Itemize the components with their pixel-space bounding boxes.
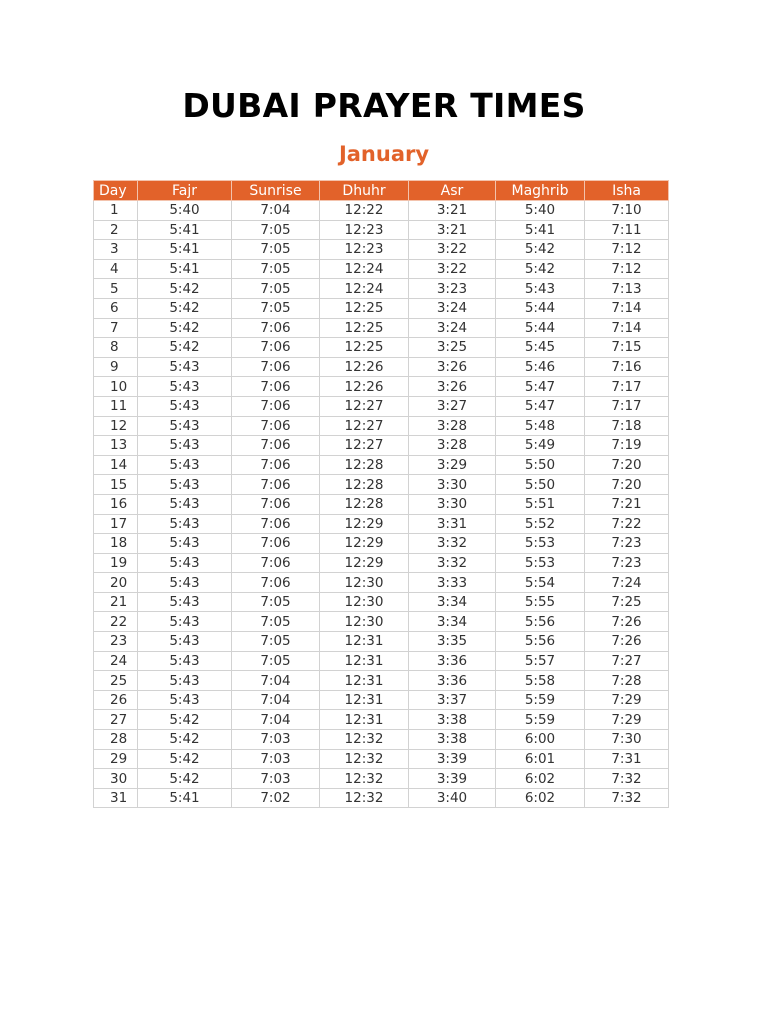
cell-dhuhr: 12:28 [320,475,409,495]
cell-asr: 3:26 [409,357,496,377]
table-row [94,573,669,593]
cell-maghrib: 5:41 [496,220,585,240]
cell-sunrise: 7:06 [232,553,320,573]
cell-maghrib: 5:47 [496,396,585,416]
cell-maghrib: 5:50 [496,475,585,495]
cell-sunrise: 7:06 [232,514,320,534]
cell-asr: 3:32 [409,534,496,554]
cell-maghrib: 5:48 [496,416,585,436]
cell-dhuhr: 12:26 [320,377,409,397]
cell-isha: 7:10 [585,201,669,221]
cell-asr: 3:30 [409,494,496,514]
cell-maghrib: 5:42 [496,240,585,260]
cell-asr: 3:38 [409,730,496,750]
cell-day: 18 [94,534,138,554]
cell-sunrise: 7:06 [232,436,320,456]
table-row [94,240,669,260]
cell-isha: 7:17 [585,377,669,397]
cell-sunrise: 7:06 [232,357,320,377]
cell-sunrise: 7:04 [232,710,320,730]
cell-sunrise: 7:05 [232,612,320,632]
cell-fajr: 5:43 [138,690,232,710]
cell-day: 3 [94,240,138,260]
cell-sunrise: 7:06 [232,318,320,338]
cell-asr: 3:36 [409,671,496,691]
table-row [94,494,669,514]
cell-dhuhr: 12:30 [320,573,409,593]
cell-day: 15 [94,475,138,495]
cell-maghrib: 5:56 [496,632,585,652]
cell-maghrib: 5:43 [496,279,585,299]
table-header [94,181,669,201]
column-header-day: Day [94,181,138,201]
table-row [94,475,669,495]
cell-day: 30 [94,769,138,789]
cell-dhuhr: 12:27 [320,436,409,456]
cell-fajr: 5:42 [138,749,232,769]
cell-maghrib: 5:49 [496,436,585,456]
cell-isha: 7:26 [585,612,669,632]
cell-fajr: 5:43 [138,534,232,554]
cell-asr: 3:35 [409,632,496,652]
cell-dhuhr: 12:25 [320,318,409,338]
cell-fajr: 5:43 [138,416,232,436]
header-row [94,181,669,201]
cell-isha: 7:25 [585,592,669,612]
cell-maghrib: 5:54 [496,573,585,593]
cell-day: 2 [94,220,138,240]
cell-fajr: 5:43 [138,573,232,593]
cell-maghrib: 5:50 [496,455,585,475]
cell-sunrise: 7:04 [232,671,320,691]
column-header-isha: Isha [585,181,669,201]
cell-day: 29 [94,749,138,769]
cell-isha: 7:19 [585,436,669,456]
cell-maghrib: 5:45 [496,338,585,358]
table-row [94,690,669,710]
cell-day: 10 [94,377,138,397]
cell-dhuhr: 12:29 [320,553,409,573]
cell-day: 14 [94,455,138,475]
table-row [94,201,669,221]
cell-sunrise: 7:06 [232,573,320,593]
cell-isha: 7:15 [585,338,669,358]
column-header-asr: Asr [409,181,496,201]
cell-dhuhr: 12:25 [320,298,409,318]
cell-asr: 3:28 [409,416,496,436]
table-body [94,201,669,808]
cell-sunrise: 7:05 [232,220,320,240]
cell-dhuhr: 12:28 [320,455,409,475]
table-row [94,396,669,416]
cell-sunrise: 7:06 [232,416,320,436]
cell-sunrise: 7:04 [232,690,320,710]
cell-dhuhr: 12:23 [320,240,409,260]
cell-sunrise: 7:05 [232,592,320,612]
table-row [94,553,669,573]
cell-dhuhr: 12:31 [320,632,409,652]
cell-fajr: 5:42 [138,338,232,358]
cell-asr: 3:34 [409,612,496,632]
table-row [94,710,669,730]
cell-day: 8 [94,338,138,358]
cell-fajr: 5:42 [138,710,232,730]
cell-maghrib: 5:59 [496,690,585,710]
cell-isha: 7:30 [585,730,669,750]
cell-dhuhr: 12:31 [320,710,409,730]
cell-isha: 7:24 [585,573,669,593]
cell-isha: 7:17 [585,396,669,416]
cell-sunrise: 7:03 [232,749,320,769]
cell-day: 4 [94,259,138,279]
cell-dhuhr: 12:24 [320,259,409,279]
table-row [94,279,669,299]
cell-dhuhr: 12:27 [320,416,409,436]
cell-fajr: 5:43 [138,357,232,377]
cell-sunrise: 7:05 [232,279,320,299]
cell-day: 7 [94,318,138,338]
cell-isha: 7:26 [585,632,669,652]
table-row [94,749,669,769]
column-header-sunrise: Sunrise [232,181,320,201]
cell-maghrib: 5:58 [496,671,585,691]
cell-dhuhr: 12:26 [320,357,409,377]
cell-maghrib: 5:53 [496,534,585,554]
cell-asr: 3:39 [409,769,496,789]
cell-asr: 3:26 [409,377,496,397]
cell-day: 26 [94,690,138,710]
cell-fajr: 5:40 [138,201,232,221]
cell-sunrise: 7:06 [232,455,320,475]
cell-dhuhr: 12:30 [320,592,409,612]
column-header-fajr: Fajr [138,181,232,201]
table-row [94,357,669,377]
table-row [94,259,669,279]
cell-maghrib: 6:01 [496,749,585,769]
cell-dhuhr: 12:29 [320,534,409,554]
table-row [94,298,669,318]
cell-dhuhr: 12:27 [320,396,409,416]
cell-maghrib: 5:57 [496,651,585,671]
cell-maghrib: 5:44 [496,298,585,318]
cell-maghrib: 5:46 [496,357,585,377]
cell-dhuhr: 12:30 [320,612,409,632]
cell-day: 6 [94,298,138,318]
cell-isha: 7:32 [585,769,669,789]
cell-asr: 3:30 [409,475,496,495]
cell-day: 17 [94,514,138,534]
cell-asr: 3:37 [409,690,496,710]
month-title: January [338,142,430,166]
cell-isha: 7:23 [585,553,669,573]
cell-sunrise: 7:06 [232,377,320,397]
cell-sunrise: 7:06 [232,396,320,416]
table-row [94,338,669,358]
cell-dhuhr: 12:32 [320,730,409,750]
cell-isha: 7:11 [585,220,669,240]
cell-isha: 7:13 [585,279,669,299]
cell-fajr: 5:41 [138,240,232,260]
cell-day: 25 [94,671,138,691]
cell-asr: 3:24 [409,318,496,338]
cell-day: 21 [94,592,138,612]
cell-dhuhr: 12:24 [320,279,409,299]
page-title: DUBAI PRAYER TIMES [182,86,586,125]
cell-day: 22 [94,612,138,632]
table-row [94,220,669,240]
table-row [94,416,669,436]
cell-day: 12 [94,416,138,436]
cell-dhuhr: 12:32 [320,788,409,808]
cell-sunrise: 7:05 [232,298,320,318]
cell-sunrise: 7:06 [232,534,320,554]
cell-isha: 7:28 [585,671,669,691]
table-row [94,788,669,808]
cell-fajr: 5:43 [138,651,232,671]
cell-fajr: 5:43 [138,612,232,632]
cell-sunrise: 7:06 [232,338,320,358]
cell-isha: 7:12 [585,240,669,260]
cell-sunrise: 7:04 [232,201,320,221]
cell-fajr: 5:42 [138,730,232,750]
table-row [94,318,669,338]
cell-sunrise: 7:05 [232,240,320,260]
cell-dhuhr: 12:32 [320,769,409,789]
cell-asr: 3:39 [409,749,496,769]
cell-sunrise: 7:05 [232,651,320,671]
cell-maghrib: 6:02 [496,788,585,808]
cell-fajr: 5:41 [138,220,232,240]
cell-dhuhr: 12:23 [320,220,409,240]
cell-fajr: 5:43 [138,553,232,573]
cell-isha: 7:31 [585,749,669,769]
cell-sunrise: 7:02 [232,788,320,808]
cell-fajr: 5:41 [138,788,232,808]
cell-day: 31 [94,788,138,808]
cell-asr: 3:28 [409,436,496,456]
cell-asr: 3:34 [409,592,496,612]
cell-fajr: 5:42 [138,318,232,338]
cell-dhuhr: 12:31 [320,651,409,671]
cell-dhuhr: 12:29 [320,514,409,534]
cell-asr: 3:22 [409,259,496,279]
cell-fajr: 5:43 [138,436,232,456]
table-row [94,769,669,789]
table-row [94,730,669,750]
cell-fajr: 5:43 [138,632,232,652]
table-row [94,514,669,534]
cell-fajr: 5:42 [138,298,232,318]
table-row [94,612,669,632]
cell-day: 16 [94,494,138,514]
cell-isha: 7:18 [585,416,669,436]
cell-sunrise: 7:05 [232,259,320,279]
cell-day: 11 [94,396,138,416]
cell-sunrise: 7:03 [232,730,320,750]
cell-fajr: 5:43 [138,671,232,691]
cell-maghrib: 5:52 [496,514,585,534]
cell-dhuhr: 12:28 [320,494,409,514]
column-header-dhuhr: Dhuhr [320,181,409,201]
cell-asr: 3:21 [409,220,496,240]
column-header-maghrib: Maghrib [496,181,585,201]
cell-day: 24 [94,651,138,671]
cell-maghrib: 5:40 [496,201,585,221]
cell-asr: 3:21 [409,201,496,221]
cell-asr: 3:27 [409,396,496,416]
cell-fajr: 5:43 [138,514,232,534]
table-row [94,632,669,652]
table-row [94,651,669,671]
cell-fajr: 5:43 [138,475,232,495]
cell-sunrise: 7:06 [232,494,320,514]
cell-fajr: 5:42 [138,279,232,299]
cell-maghrib: 5:53 [496,553,585,573]
cell-maghrib: 5:42 [496,259,585,279]
cell-day: 28 [94,730,138,750]
cell-dhuhr: 12:32 [320,749,409,769]
table-row [94,436,669,456]
cell-fajr: 5:43 [138,455,232,475]
cell-day: 20 [94,573,138,593]
cell-day: 19 [94,553,138,573]
cell-isha: 7:16 [585,357,669,377]
prayer-times-table [93,180,669,808]
cell-isha: 7:20 [585,475,669,495]
cell-maghrib: 6:02 [496,769,585,789]
cell-maghrib: 6:00 [496,730,585,750]
cell-maghrib: 5:51 [496,494,585,514]
cell-dhuhr: 12:22 [320,201,409,221]
cell-isha: 7:32 [585,788,669,808]
cell-day: 9 [94,357,138,377]
cell-isha: 7:29 [585,710,669,730]
cell-asr: 3:31 [409,514,496,534]
cell-maghrib: 5:55 [496,592,585,612]
cell-day: 1 [94,201,138,221]
cell-fajr: 5:41 [138,259,232,279]
cell-asr: 3:22 [409,240,496,260]
cell-maghrib: 5:47 [496,377,585,397]
cell-isha: 7:23 [585,534,669,554]
cell-fajr: 5:42 [138,769,232,789]
cell-isha: 7:22 [585,514,669,534]
cell-sunrise: 7:05 [232,632,320,652]
cell-dhuhr: 12:31 [320,671,409,691]
cell-day: 27 [94,710,138,730]
cell-asr: 3:38 [409,710,496,730]
cell-asr: 3:32 [409,553,496,573]
cell-dhuhr: 12:25 [320,338,409,358]
cell-isha: 7:29 [585,690,669,710]
cell-asr: 3:40 [409,788,496,808]
table-row [94,534,669,554]
table-row [94,377,669,397]
cell-day: 5 [94,279,138,299]
cell-asr: 3:36 [409,651,496,671]
cell-asr: 3:25 [409,338,496,358]
cell-isha: 7:14 [585,298,669,318]
cell-asr: 3:24 [409,298,496,318]
cell-sunrise: 7:06 [232,475,320,495]
table-row [94,592,669,612]
cell-fajr: 5:43 [138,396,232,416]
cell-maghrib: 5:44 [496,318,585,338]
cell-isha: 7:27 [585,651,669,671]
cell-isha: 7:20 [585,455,669,475]
cell-asr: 3:29 [409,455,496,475]
cell-fajr: 5:43 [138,494,232,514]
cell-sunrise: 7:03 [232,769,320,789]
cell-maghrib: 5:56 [496,612,585,632]
cell-isha: 7:14 [585,318,669,338]
table-row [94,671,669,691]
cell-isha: 7:21 [585,494,669,514]
cell-fajr: 5:43 [138,377,232,397]
cell-day: 23 [94,632,138,652]
cell-maghrib: 5:59 [496,710,585,730]
cell-asr: 3:33 [409,573,496,593]
cell-isha: 7:12 [585,259,669,279]
cell-asr: 3:23 [409,279,496,299]
table-row [94,455,669,475]
cell-fajr: 5:43 [138,592,232,612]
cell-dhuhr: 12:31 [320,690,409,710]
cell-day: 13 [94,436,138,456]
